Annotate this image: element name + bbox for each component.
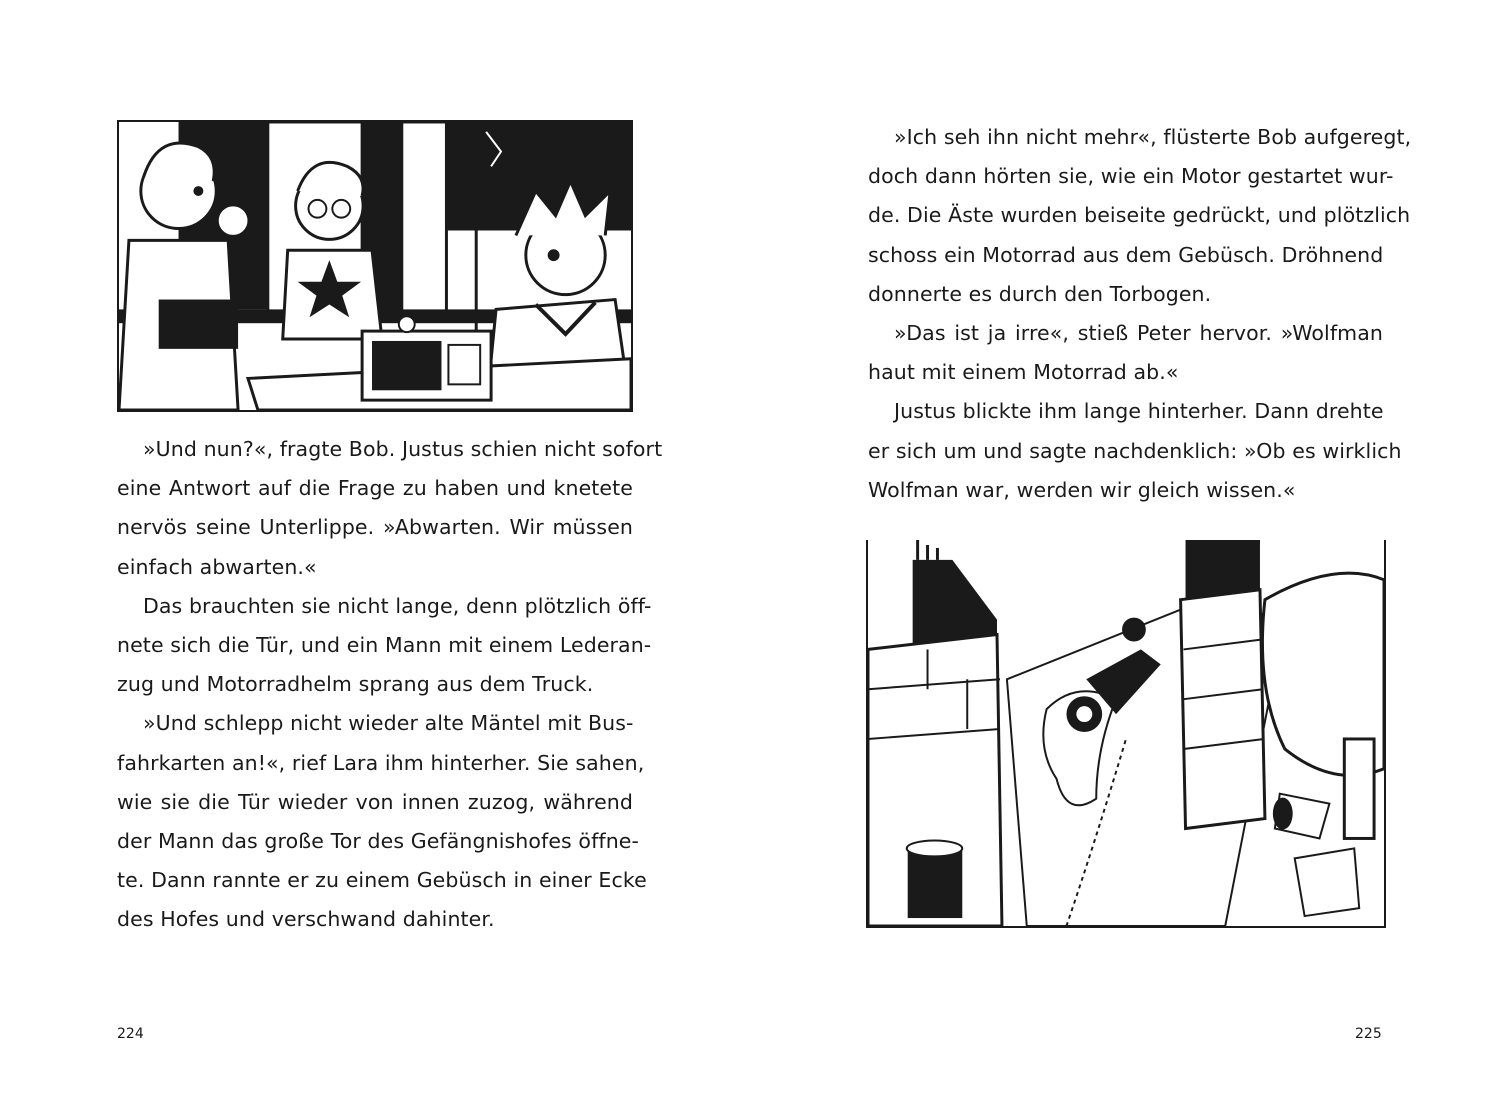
text-line: Wolfman war, werden wir gleich wissen.«	[868, 477, 1296, 502]
left-page-text	[117, 430, 663, 940]
text-line: »Das ist ja irre«, stieß Peter hervor. »Wolfman	[894, 321, 1383, 346]
text-line: nete sich die Tür, und ein Mann mit einem Lederan-	[117, 633, 652, 658]
illustration-motorcycle-gate	[866, 540, 1386, 928]
text-line: er sich um und sagte nachdenklich: »Ob es wirklich	[868, 438, 1402, 463]
text-line: Das brauchten sie nicht lange, denn plötzlich öff-	[143, 593, 652, 618]
illustration-boys-radio	[117, 120, 633, 412]
text-line: haut mit einem Motorrad ab.«	[868, 360, 1179, 385]
motorcycle-through-gate-icon	[868, 540, 1384, 926]
right-page	[750, 0, 1500, 1108]
text-line: »Ich seh ihn nicht mehr«, flüsterte Bob aufgeregt,	[894, 125, 1412, 149]
right-page-text	[868, 118, 1412, 510]
paragraph	[868, 392, 1402, 510]
paragraph	[117, 430, 663, 587]
text-line: zug und Motorradhelm sprang aus dem Truck.	[117, 672, 594, 697]
paragraph	[868, 314, 1383, 392]
text-line: der Mann das große Tor des Gefängnishofes öffne-	[117, 829, 640, 854]
three-boys-with-radio-icon	[119, 122, 631, 410]
text-line: fahrkarten an!«, rief Lara ihm hinterher. Sie sahen,	[117, 750, 645, 775]
paragraph	[117, 704, 647, 939]
text-line: »Und schlepp nicht wieder alte Mäntel mit Bus-	[143, 711, 634, 736]
paragraph	[868, 118, 1412, 314]
text-line: schoss ein Motorrad aus dem Gebüsch. Dröhnend	[868, 242, 1384, 267]
text-line: wie sie die Tür wieder von innen zuzog, während	[117, 789, 633, 814]
text-line: nervös seine Unterlippe. »Abwarten. Wir müssen	[117, 515, 633, 540]
page-number-right: 225	[1355, 1026, 1382, 1042]
text-line: donnerte es durch den Torbogen.	[868, 281, 1212, 306]
paragraph	[117, 587, 652, 705]
text-line: eine Antwort auf die Frage zu haben und knetete	[117, 476, 633, 501]
text-line: einfach abwarten.«	[117, 554, 317, 579]
text-line: doch dann hörten sie, wie ein Motor gestartet wur-	[868, 164, 1394, 189]
text-line: Justus blickte ihm lange hinterher. Dann drehte	[894, 399, 1384, 424]
text-line: des Hofes und verschwand dahinter.	[117, 907, 495, 932]
text-line: »Und nun?«, fragte Bob. Justus schien nicht sofort	[143, 437, 663, 461]
text-line: te. Dann rannte er zu einem Gebüsch in einer Ecke	[117, 868, 647, 893]
text-line: de. Die Äste wurden beiseite gedrückt, und plötzlich	[868, 203, 1411, 228]
page-number-left: 224	[117, 1026, 144, 1042]
